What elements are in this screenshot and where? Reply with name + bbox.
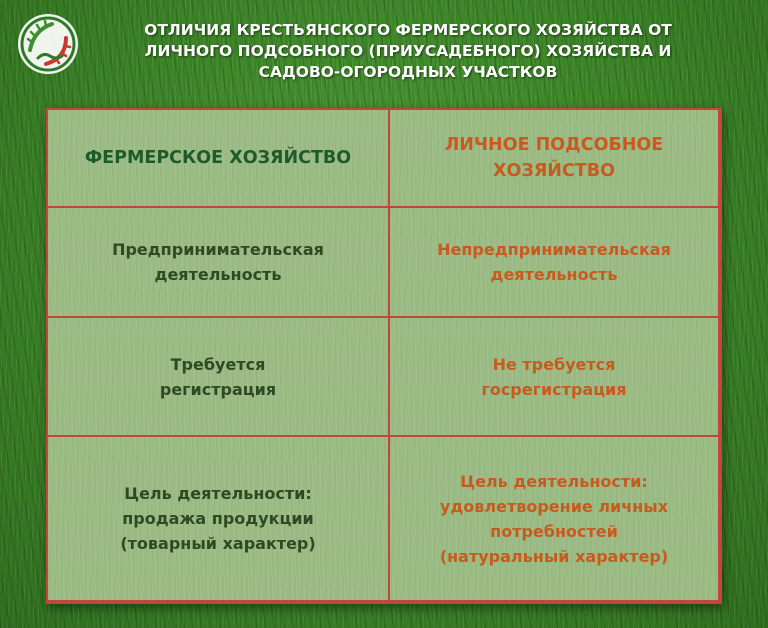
table-cell — [389, 207, 719, 317]
table-header-personal — [389, 109, 719, 207]
comparison-table — [46, 108, 722, 604]
cell-text: Не требуется госрегистрация — [481, 354, 627, 399]
table-header-label: ЛИЧНОЕ ПОДСОБНОЕ ХОЗЯЙСТВО — [444, 135, 664, 181]
table-cell — [47, 207, 389, 317]
header — [0, 0, 768, 100]
table-cell — [47, 317, 389, 436]
cell-text: Цель деятельности: удовлетворение личных потребностей (натуральный характер) — [439, 471, 669, 566]
table-cell — [47, 436, 389, 601]
cell-text: Непредпринимательская деятельность — [437, 240, 671, 284]
table-header-label: ФЕРМЕРСКОЕ ХОЗЯЙСТВО — [84, 148, 352, 168]
table-header-farm — [47, 109, 389, 207]
cell-text: Цель деятельности: продажа продукции (товарный характер) — [120, 484, 316, 553]
page-title: ОТЛИЧИЯ КРЕСТЬЯНСКОГО ФЕРМЕРСКОГО ХОЗЯЙСТВА ОТ ЛИЧНОГО ПОДСОБНОГО (ПРИУСАДЕБНОГО) ХОЗЯЙСТВА И САДОВО-ОГОРОДНЫХ УЧАСТКОВ — [144, 21, 672, 81]
cell-text: Требуется регистрация — [159, 354, 277, 399]
table-cell — [389, 317, 719, 436]
wheat-ring-logo-icon — [16, 12, 80, 76]
table-cell — [389, 436, 719, 601]
cell-text: Предпринимательская деятельность — [112, 240, 324, 284]
